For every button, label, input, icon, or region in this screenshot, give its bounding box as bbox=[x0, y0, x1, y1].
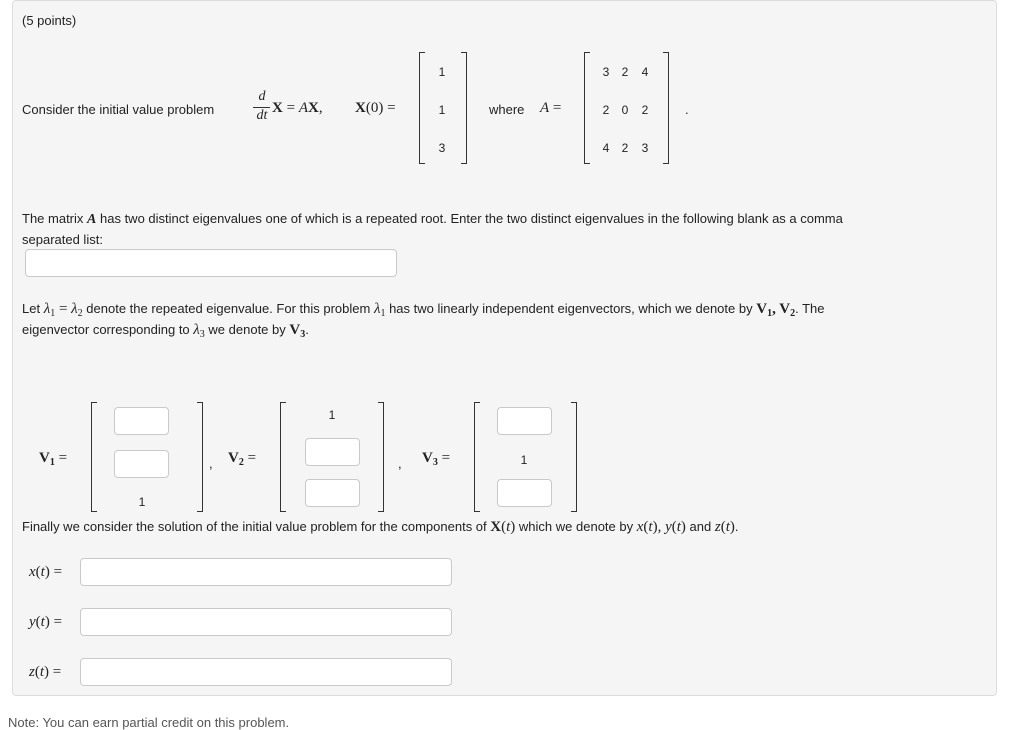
v2-label: $V_2$ = bbox=[228, 450, 257, 468]
x-label: x(t) = bbox=[29, 564, 63, 580]
matrix-a-cell: 3 bbox=[641, 141, 649, 155]
v1-label: $V_1$ = bbox=[39, 450, 68, 468]
matrix-a-cell: 2 bbox=[602, 103, 610, 117]
matrix-a-cell: 4 bbox=[602, 141, 610, 155]
v2-entry-2-input[interactable] bbox=[305, 438, 360, 466]
z-solution-input[interactable] bbox=[80, 658, 452, 686]
matrix-a-cell: 2 bbox=[621, 65, 629, 79]
y-label: y(t) = bbox=[29, 614, 63, 630]
intro-text: Consider the initial value problem bbox=[22, 102, 215, 117]
v1-entry-3: 1 bbox=[138, 495, 146, 509]
matrix-a-cell: 2 bbox=[621, 141, 629, 155]
comma: , bbox=[209, 456, 213, 471]
v1-entry-2-input[interactable] bbox=[114, 450, 169, 478]
q2-line2: eigenvector corresponding to $\lambda_3$ we denote by $V_3$. bbox=[22, 322, 309, 340]
v3-entry-1-input[interactable] bbox=[497, 407, 552, 435]
eigenvalues-input[interactable] bbox=[25, 249, 397, 277]
ode-equation: X = AX, bbox=[272, 100, 323, 116]
matrix-a-cell: 0 bbox=[621, 103, 629, 117]
q1-line2: separated list: bbox=[22, 232, 103, 247]
matrix-a-label: A = bbox=[540, 100, 562, 116]
q1-line1: The matrix A has two distinct eigenvalues one of which is a repeated root. Enter the two distinct eigenvalues in the following blank as a comma bbox=[22, 211, 843, 227]
v3-label: $V_3$ = bbox=[422, 450, 451, 468]
points-label: (5 points) bbox=[22, 13, 77, 28]
period: . bbox=[685, 102, 689, 117]
v2-entry-1: 1 bbox=[328, 408, 336, 422]
v2-entry-3-input[interactable] bbox=[305, 479, 360, 507]
q3-line: Finally we consider the solution of the initial value problem for the components of X(t) which we denote by x(t), y(t) and z(t). bbox=[22, 519, 739, 535]
y-solution-input[interactable] bbox=[80, 608, 452, 636]
matrix-a-cell: 4 bbox=[641, 65, 649, 79]
initial-condition-label: X(0) = bbox=[355, 100, 396, 116]
matrix-a-cell: 3 bbox=[602, 65, 610, 79]
x0-entry: 1 bbox=[438, 65, 446, 79]
x0-entry: 3 bbox=[438, 141, 446, 155]
v3-entry-3-input[interactable] bbox=[497, 479, 552, 507]
q2-line1: Let $\lambda_1 = \lambda_2$ denote the repeated eigenvalue. For this problem $\lambda_1$ has two linearly independent eigenvectors, which we denote by $V_1$, $V_2$. The bbox=[22, 301, 825, 319]
matrix-a-cell: 2 bbox=[641, 103, 649, 117]
partial-credit-note: Note: You can earn partial credit on this problem. bbox=[8, 715, 290, 730]
v1-entry-1-input[interactable] bbox=[114, 407, 169, 435]
where-text: where bbox=[489, 102, 525, 117]
problem-panel: (5 points) Consider the initial value problem d dt X = AX, X(0) = 1 1 3 where A = 3 2 4 2 0 2 4 2 3 . The matrix A has two distinct eigenvalues one of which is a repeated root. Enter the two distinct eigenvalues in the following blank as a comma separated list: Let $\lambda_1 = \lambda_2$ denote the repeated eigenvalue. For this problem $\lambda_1$ has two linearly independent eigenvectors, which we denote by $V_1$, $V_2$. The eigenvector corresponding to $\lambda_3$ we denote by $V_3$. $V_1$ = 1 , $V_2$ = 1 , $V_3$ = 1 Finally we consider the solution of the initial value problem for the components of X(t) which we denote by x(t), y(t) and z(t). x(t) = y(t) = z(t) = bbox=[12, 0, 997, 696]
x0-entry: 1 bbox=[438, 103, 446, 117]
z-label: z(t) = bbox=[29, 664, 62, 680]
x-solution-input[interactable] bbox=[80, 558, 452, 586]
v3-entry-2: 1 bbox=[520, 453, 528, 467]
comma: , bbox=[398, 456, 402, 471]
